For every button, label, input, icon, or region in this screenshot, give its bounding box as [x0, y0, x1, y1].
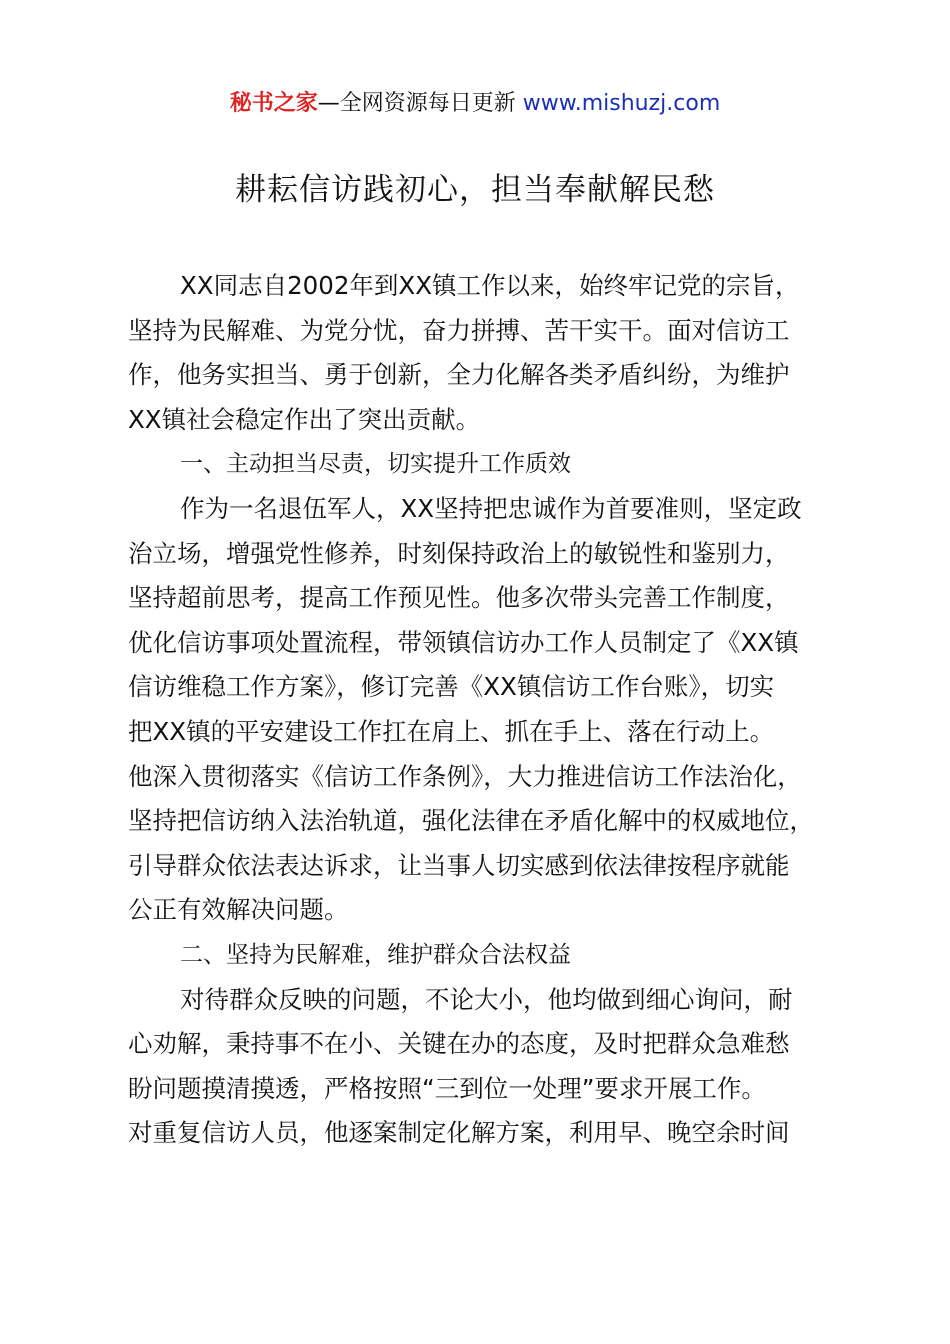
- section-heading: 一、主动担当尽责，切实提升工作质效: [180, 451, 571, 478]
- document-title: 耕耘信访践初心，担当奉献解民愁: [235, 172, 715, 208]
- brand-name: 秘书之家: [229, 91, 318, 116]
- document-body: [128, 264, 858, 1156]
- paragraph-line: 把XX镇的平安建设工作扛在肩上、抓在手上、落在行动上。: [128, 716, 775, 746]
- paragraph-line: 盼问题摸清摸透，严格按照“三到位一处理”要求开展工作。: [128, 1073, 766, 1103]
- header-tagline: —全网资源每日更新: [317, 91, 523, 116]
- paragraph-line: XX镇社会稳定作出了突出贡献。: [128, 404, 481, 434]
- paragraph-line: 心劝解，秉持事不在小、关键在办的态度，及时把群众急难愁: [128, 1029, 790, 1059]
- paragraph-line: 作为一名退伍军人，XX坚持把忠诚作为首要准则，坚定政: [180, 493, 802, 523]
- section-heading: 二、坚持为民解难，维护群众合法权益: [180, 941, 571, 968]
- paragraph-line: 信访维稳工作方案》，修订完善《XX镇信访工作台账》，切实: [128, 672, 775, 702]
- paragraph-line: 引导群众依法表达诉求，让当事人切实感到依法律按程序就能: [128, 850, 790, 880]
- paragraph-line: 优化信访事项处置流程，带领镇信访办工作人员制定了《XX镇: [128, 627, 799, 657]
- site-header: [0, 88, 950, 120]
- site-url-link[interactable]: www.mishuzj.com: [522, 91, 721, 116]
- paragraph-line: 他深入贯彻落实《信访工作条例》，大力推进信访工作法治化，: [128, 761, 802, 791]
- paragraph-line: 坚持超前思考，提高工作预见性。他多次带头完善工作制度，: [128, 583, 790, 613]
- paragraph-line: 坚持把信访纳入法治轨道，强化法律在矛盾化解中的权威地位，: [128, 806, 814, 836]
- paragraph-line: 公正有效解决问题。: [128, 895, 349, 925]
- paragraph-line: XX同志自2002年到XX镇工作以来，始终牢记党的宗旨，: [180, 271, 800, 300]
- paragraph-line: 对重复信访人员，他逐案制定化解方案，利用早、晚空余时间: [128, 1118, 790, 1148]
- paragraph-line: 作，他务实担当、勇于创新，全力化解各类矛盾纠纷，为维护: [128, 360, 790, 390]
- paragraph-line: 治立场，增强党性修养，时刻保持政治上的敏锐性和鉴别力，: [128, 538, 790, 568]
- paragraph-line: 对待群众反映的问题，不论大小，他均做到细心询问，耐: [180, 984, 793, 1014]
- paragraph-line: 坚持为民解难、为党分忧，奋力拼搏、苦干实干。面对信访工: [128, 315, 790, 345]
